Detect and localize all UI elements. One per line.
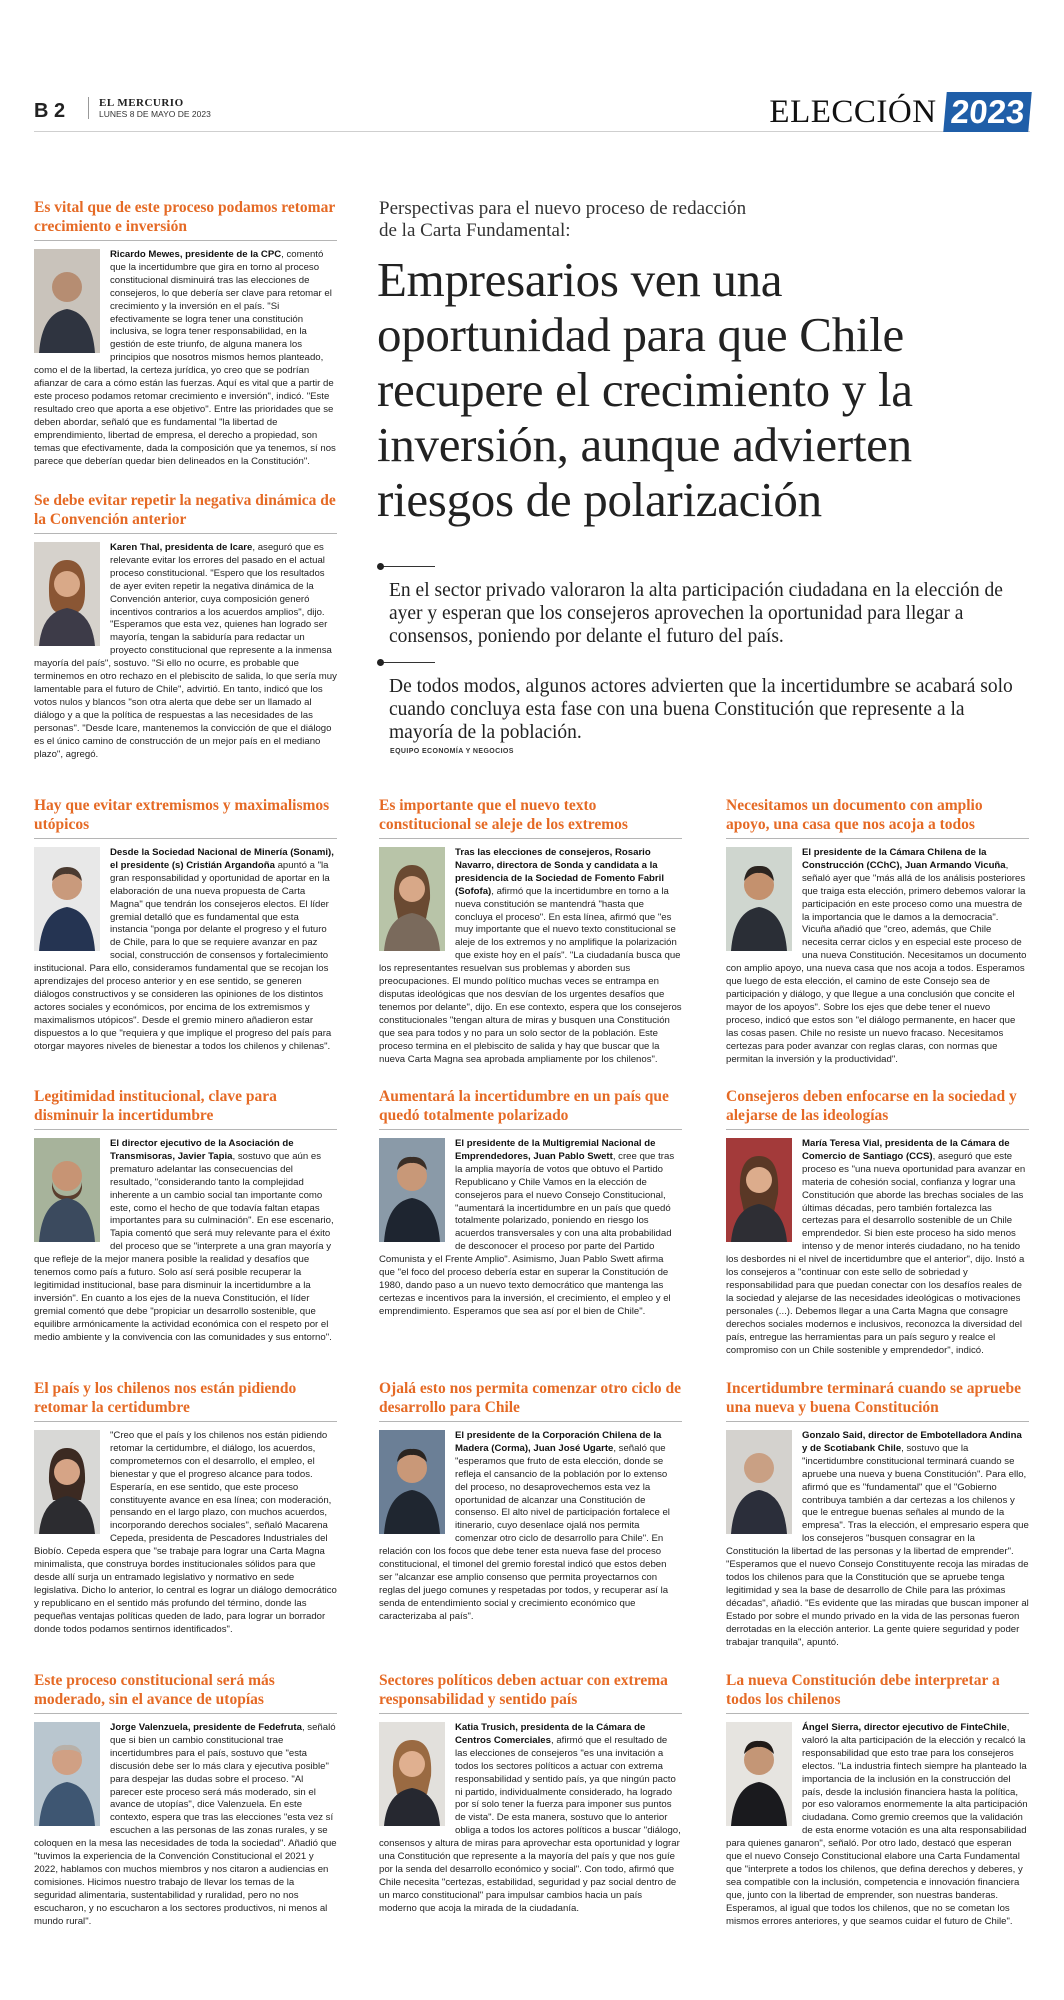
portrait-photo — [34, 1722, 100, 1826]
article-text: , sostuvo que la "incertidumbre constitucional terminará cuando se apruebe una nueva y buena Constitución". Para ello, afirmó que es "fundamental" que el "Gobierno contribuya también a dar certezas a los chilenos y que le entregue buenas señales al mundo de la empresa". Tras la elección, el empresario espera que los consejeros "busquen consagrar en la Constitución la libertad de las personas y la libertad de emprender". "Esperamos que el nuevo Consejo Constituyente recoja las miradas de todos los chilenos para que la Constitución que se apruebe tenga legitimidad y sea la base de desarrollo de Chile para las próximas décadas", añadió. "Es evidente que las miradas que buscan imponer al Estado por sobre el mundo privado en la vida de las personas fueron derrotadas en la elección anterior. La gente quiere seguridad y poder trabajar tranquila", apuntó. — [726, 1442, 1029, 1648]
section-title: ELECCIÓN — [769, 93, 937, 130]
article-cristian-argandona — [34, 796, 337, 1106]
main-headline: Empresarios ven una oportunidad para que Chile recupere el crecimiento y la inversión, aunque advierten riesgos de polarización — [377, 252, 913, 527]
portrait-photo — [379, 1138, 445, 1242]
portrait-photo — [34, 847, 100, 951]
portrait-photo — [379, 847, 445, 951]
article-rosario-navarro — [379, 796, 682, 1106]
portrait-photo — [34, 1430, 100, 1534]
portrait-photo — [34, 1138, 100, 1242]
article-title: Sectores políticos deben actuar con extrema responsabilidad y sentido país — [379, 1671, 682, 1714]
article-lead: María Teresa Vial, presidenta de la Cámara de Comercio de Santiago (CCS) — [802, 1138, 1010, 1162]
bullet-marker — [379, 566, 435, 567]
portrait-photo — [379, 1430, 445, 1534]
article-text: , comentó que la incertidumbre que gira en torno al proceso constitucional disminuirá tras las elecciones de consejeros, lo que debería ser clave para retomar el crecimiento y la inversión en el país. "Si efectivamente se logra tener una constitución inclusiva, se logra tener responsabilidad, en la gestión de este triunfo, de alguna manera los principios que nosotros mismos hemos planteado, como el de la libertad, la certeza jurídica, yo creo que se podrían afianzar de cara a cómo están las fuerzas. Aquí es vital que a partir de este proceso podamos retomar crecimiento e inversión", indicó. "Este resultado creo que aporta a ese objetivo". Entre las prioridades que se deben abordar, señaló que es fundamental "la libertad de emprendimiento, libertad de empresa, el derecho a propiedad, son temas que efectivamente, dada la composición que ya tenemos, sí nos parece que deberían quedar bien delineados en la Constitución". — [34, 249, 336, 467]
article-text: , afirmó que la incertidumbre en torno a la nueva constitución se mantendrá "hasta que concluya el proceso". En esta línea, afirmó que "es muy importante que el nuevo texto constitucional se aleje de los extremos y no amplifique la polarización que existe hoy en el país". "La ciudadanía busca que los representantes resuelvan sus problemas y aborden sus preocupaciones. El mundo político muchas veces se entrampa en disputas ideológicas que nos desvían de los urgentes desafíos que tenemos por delante", dijo. En ese contexto, espera que los consejeros constitucionales "tengan altura de miras y busquen una Constitución que sea para todos y no para un solo sector de la población. Este proceso termina en el plebiscito de salida y hay que buscar que la nueva Carta Magna sea aprobada ampliamente por los chilenos". — [379, 885, 682, 1065]
section-year: 2023 — [943, 92, 1032, 132]
article-title: Incertidumbre terminará cuando se apruebe una nueva y buena Constitución — [726, 1379, 1029, 1422]
article-title: Es importante que el nuevo texto constitucional se aleje de los extremos — [379, 796, 682, 839]
article-lead: Jorge Valenzuela, presidente de Fedefruta — [110, 1722, 302, 1733]
article-text: , aseguró que este proceso es "una nueva oportunidad para avanzar en materia de cohesión social, confianza y lograr una Constitución que aborde las brechas sociales de las últimas décadas, pero también fortalezca las certezas para el desarrollo sostenible de un Chile emprendedor. Si bien este proceso ha sido menos intenso y de menor interés ciudadano, no ha tenido los desbordes ni el nivel de incertidumbre que el anterior", dijo. Instó a los consejeros a "continuar con este sello de sobriedad y responsabilidad para que puedan conectar con los desafíos reales de la sociedad y alejarse de las necesidades ideológicas o motivaciones personales (...). Debemos llegar a una Carta Magna que consagre derechos sociales modernos e inclusivos, reconozca la diversidad del país, entregue las herramientas para un país seguro y realce el compromiso con un Chile sostenible y emprendedor", indicó. — [726, 1150, 1026, 1356]
article-karen-thal — [34, 491, 337, 761]
article-gonzalo-said — [726, 1379, 1029, 1669]
article-text: , aseguró que es relevante evitar los errores del pasado en el actual proceso constitucional. "Espero que los resultados de ayer eviten repetir la negativa dinámica de la Convención anterior, cuya composición generó incentivos contrarios a los acuerdos amplios", dijo. "Esperamos que esta vez, quienes han logrado ser mayoría, tengan la sabiduría para redactar un proyecto constitucional que represente a la inmensa mayoría del país", sostuvo. "Si ello no ocurre, es probable que terminemos en otro rechazo en el plebiscito de salida, lo que sería muy lamentable para el futuro de Chile", advirtió. En tanto, indicó que los votos nulos y blancos "son otra alerta que debe ser un llamado al diálogo y a que la política de respuestas a las necesidades de las personas". "Desde Icare, mantenemos la convicción de que el diálogo es el único camino de construcción de un mejor país en el mediano plazo", agregó. — [34, 542, 337, 760]
article-lead: Tras las elecciones de consejeros, Rosario Navarro, directora de Sonda y candidata a la presidencia de la Sociedad de Fomento Fabril (Sofofa) — [455, 847, 664, 897]
article-jorge-valenzuela — [34, 1671, 337, 1971]
portrait-photo — [726, 1430, 792, 1534]
article-text: , señaló que "esperamos que fruto de esta elección, donde se refleja el cansancio de la población por lo extenso del proceso, no desaprovechemos esta vez la oportunidad de alcanzar una Constitución de consenso. El alto nivel de participación fortalece el itinerario, cuyo desenlace ojalá nos permita comenzar otro ciclo de desarrollo para Chile". En relación con los focos que debe tener esta nueva fase del proceso constitucional, el timonel del gremio forestal indicó que estos deben ser "alcanzar ese amplio consenso que permita proyectarnos con reglas del juego comunes y respetadas por todos, y recuperar así la senda de entendimiento social y crecimiento económico que caracterizaba al país". — [379, 1442, 670, 1622]
article-title: Legitimidad institucional, clave para disminuir la incertidumbre — [34, 1087, 337, 1130]
article-title: Es vital que de este proceso podamos retomar crecimiento e inversión — [34, 198, 337, 241]
article-lead: Ángel Sierra, director ejecutivo de FinteChile — [802, 1722, 1007, 1733]
portrait-photo — [726, 1138, 792, 1242]
publication-name: EL MERCURIO — [99, 97, 184, 109]
article-text: , afirmó que el resultado de las elecciones de consejeros "es una invitación a todos los sectores políticos a actuar con extrema responsabilidad y sentido país, ya que ningún pacto ni partido, individualmente considerado, ha logrado por sí solo tener la fuerza para imponer sus puntos de vista". De esta manera, sostuvo que lo anterior obliga a todos los actores políticos a buscar "diálogo, consensos y altura de miras para aprovechar esta oportunidad y lograr una Constitución que represente a la mayoría del país y que nos guíe por la senda del desarrollo económico y social". Con todo, afirmó que Chile necesita "certezas, estabilidad, seguridad y paz social dentro de un marco constitucional" para impulsar cambios hacia un país moderno que acoja la mirada de la ciudadanía. — [379, 1734, 681, 1914]
article-text: apuntó a "la gran responsabilidad y oportunidad de aportar en la elaboración de una nueva propuesta de Carta Magna" que tendrán los consejeros electos. El líder gremial detalló que es fundamental que esta instancia "ponga por delante el progreso y el futuro de Chile, para lo que se requiere avanzar en paz social, construcción de consensos y fortalecimiento institucional. Para ello, consideramos fundamental que se recojan los aprendizajes del proceso anterior y en ese sentido, se generen diálogos constructivos y se consideren las opiniones de los distintos actores sociales y económicos, por encima de los extremismos y maximalismos utópicos". Desde el gremio minero añadieron estar dispuestos a lo que "requiera y que implique el progreso del país para otorgar mayores niveles de bienestar a todos los chilenos y chilenas". — [34, 859, 332, 1052]
page-number: B 2 — [34, 100, 66, 122]
article-angel-sierra — [726, 1671, 1029, 1971]
article-title: Ojalá esto nos permita comenzar otro ciclo de desarrollo para Chile — [379, 1379, 682, 1422]
article-title: Este proceso constitucional será más moderado, sin el avance de utopías — [34, 1671, 337, 1714]
main-bullet — [379, 662, 1019, 744]
publication-info — [88, 97, 211, 119]
article-lead: El presidente de la Corporación Chilena de la Madera (Corma), Juan José Ugarte — [455, 1430, 662, 1454]
article-lead: Ricardo Mewes, presidente de la CPC — [110, 249, 282, 260]
article-juan-jose-ugarte — [379, 1379, 682, 1669]
article-lead: El director ejecutivo de la Asociación de Transmisoras, Javier Tapia — [110, 1138, 294, 1162]
article-lead: El presidente de la Multigremial Nacional de Emprendedores, Juan Pablo Swett — [455, 1138, 656, 1162]
portrait-photo — [34, 249, 100, 353]
article-juan-pablo-swett — [379, 1087, 682, 1385]
article-ricardo-mewes — [34, 198, 337, 467]
article-text: , sostuvo que aún es prematuro adelantar las consecuencias del resultado, "considerando tanto la complejidad inherente a un cambio social tan importante como este, como el hecho de que todavía faltan etapas importantes para su culminación". En ese escenario, Tapia comentó que será muy relevante para el éxito del proceso que se "interprete a una gran mayoría y que refleje de la mejor manera posible la realidad y desafíos que tenemos como país a futuro. Solo así será posible recuperar la legitimidad institucional, base para disminuir la incertidumbre a la inversión". En cuanto a los ejes de la nueva Constitución, el líder gremial comentó que debe "propiciar un desarrollo sostenible, que equilibre armónicamente la actividad económica con el respeto por el medio ambiente y la convivencia con las comunidades y sus entorno". — [34, 1150, 334, 1343]
article-text: "Creo que el país y los chilenos nos están pidiendo retomar la certidumbre, el diálogo, los acuerdos, comprometernos con el desarrollo, el empleo, el bienestar y que el progreso alcance para todos. Esperaría, en ese sentido, que este proceso constituyente avance en esa línea; con moderación, pensando en el largo plazo, con muchos acuerdos, incorporando derechos sociales", señaló Macarena Cepeda, presidenta de Pescadores Industriales del Biobío. Cepeda espera que "se trabaje para lograr una Carta Magna minimalista, que construya bordes institucionales sólidos para que desde allí surja un entramado legislativo y normativo en sede legislativa. Dicho lo anterior, lo central es lograr un diálogo democrático y republicano en el sentido más profundo del término, donde las pequeñas ventajas políticas queden de lado, para lograr un borrador donde todos podamos sentirnos identificados". — [34, 1430, 337, 1635]
article-lead: Karen Thal, presidenta de Icare — [110, 542, 253, 553]
article-text: , señaló que si bien un cambio constitucional trae incertidumbres para el país, sostuvo que "esta discusión debe ser lo más clara y ejecutiva posible" para despejar las dudas sobre el proceso. "Al parecer este proceso será más moderado, sin el avance de utopías", dice Valenzuela. En este contexto, espera que tras las elecciones "esta vez sí escuchen a las personas de las zonas rurales, y se coloquen en la mesa las necesidades de toda la sociedad". Añadió que "tuvimos la experiencia de la Convención Constitucional el 2021 y 2022, hablamos con muchos miembros y nos citaron a audiencias en comisiones. Hicimos nuestro trabajo de llevar los temas de la seguridad alimentaria, sustentabilidad y ruralidad, pero no nos escucharon, y no escucharon a los sectores productivos, ni menos al mundo rural". — [34, 1722, 337, 1927]
portrait-photo — [726, 1722, 792, 1826]
article-title: La nueva Constitución debe interpretar a todos los chilenos — [726, 1671, 1029, 1714]
article-text: , señaló ayer que "más allá de los análisis posteriores que traiga esta elección, primero debemos valorar la participación en este proceso como una muestra de la importancia que le damos a la democracia". Vicuña añadió que "creo, además, que Chile necesita cerrar ciclos y en especial este proceso de una nueva Constitución. Necesitamos un documento con amplio apoyo, una nueva casa que nos acoja a todos. Esperamos que luego de esta elección, el camino de este Consejo sea de participación y diálogo, y que llegue a una conclusión que concite el mayor de los apoyos". Sobre los ejes que debe tener el nuevo proceso, indicó que estos son "el diálogo permanente, en hacer que las cosas pasen. Chile no resiste un nuevo fracaso. Necesitamos certezas para poder avanzar con reglas claras, con normas que permitan la inversión y la productividad". — [726, 859, 1027, 1065]
article-text: , valoró la alta participación de la elección y recalcó la responsabilidad que esto trae para los consejeros electos. "La industria fintech siempre ha planteado la importancia de la inclusión en la construcción del país, desde la inclusión financiera hasta la política, por eso valoramos enormemente la alta participación ciudadana. Como gremio creemos que la validación de esta enorme votación es una alta responsabilidad para quienes ganaron", señaló. Por otro lado, destacó que esperan que el nuevo Consejo Constitucional elabore una Carta Fundamental que "interprete a todos los chilenos, que defina derechos y deberes, y sea compatible con la inclusión, competencia e innovación financiera que, junto con la libertad de emprender, son nuestras banderas. Esperamos, al igual que todos los chilenos, que no se cometan los mismos errores anteriores, y que seamos cuidar el futuro de Chile". — [726, 1722, 1028, 1927]
article-title: Se debe evitar repetir la negativa dinámica de la Convención anterior — [34, 491, 337, 534]
article-lead: El presidente de la Cámara Chilena de la Construcción (CChC), Juan Armando Vicuña — [802, 847, 1006, 871]
bullet-text: En el sector privado valoraron la alta participación ciudadana en la elección de ayer y esperan que los consejeros aprovechen la oportunidad para llegar a consensos, poniendo por delante el futuro del país. — [389, 580, 1003, 647]
portrait-photo — [726, 847, 792, 951]
article-macarena-cepeda — [34, 1379, 337, 1669]
article-title: El país y los chilenos nos están pidiendo retomar la certidumbre — [34, 1379, 337, 1422]
article-title: Aumentará la incertidumbre en un país que quedó totalmente polarizado — [379, 1087, 682, 1130]
main-bullet — [379, 566, 1019, 648]
article-lead: Gonzalo Said, director de Embotelladora Andina y de Scotiabank Chile — [802, 1430, 1022, 1454]
bullet-text: De todos modos, algunos actores advierten que la incertidumbre se acabará solo cuando concluya esta fase con una buena Constitución que represente a la mayoría de la población. — [389, 676, 1013, 743]
main-kicker: Perspectivas para el nuevo proceso de redacción de la Carta Fundamental: — [379, 198, 747, 241]
main-byline: EQUIPO ECONOMÍA Y NEGOCIOS — [390, 748, 514, 755]
article-juan-armando-vicuna — [726, 796, 1029, 1106]
article-katia-trusich — [379, 1671, 682, 1971]
article-text: , cree que tras la amplia mayoría de votos que obtuvo el Partido Republicano y Chile Vamos en la elección de consejeros para el nuevo Consejo Constitucional, "aumentará la incertidumbre en un país que quedó totalmente polarizado, poniendo en riesgo los acuerdos transversales y con una alta probabilidad de desconocer el proceso por parte del Partido Comunista y el Frente Amplio". Asimismo, Juan Pablo Swett afirma que "el foco del proceso debería estar en superar la Constitución de 1980, dando paso a un nuevo texto democrático que mantenga las certezas e incentivos para la inversión, el crecimiento, el empleo y el emprendimiento. Esperamos que sea así por el bien de Chile". — [379, 1150, 675, 1317]
publication-date: LUNES 8 DE MAYO DE 2023 — [99, 109, 211, 119]
portrait-photo — [379, 1722, 445, 1826]
article-lead: Desde la Sociedad Nacional de Minería (Sonami), el presidente (s) Cristián Argandoña — [110, 847, 334, 871]
portrait-photo — [34, 542, 100, 646]
article-lead: Katia Trusich, presidenta de la Cámara de Centros Comerciales — [455, 1722, 646, 1746]
article-maria-teresa-vial — [726, 1087, 1029, 1385]
bullet-marker — [379, 662, 435, 663]
article-title: Necesitamos un documento con amplio apoyo, una casa que nos acoja a todos — [726, 796, 1029, 839]
section-brand — [769, 92, 1030, 132]
article-javier-tapia — [34, 1087, 337, 1385]
page-header — [34, 92, 1030, 132]
article-title: Consejeros deben enfocarse en la sociedad y alejarse de las ideologías — [726, 1087, 1029, 1130]
article-title: Hay que evitar extremismos y maximalismos utópicos — [34, 796, 337, 839]
